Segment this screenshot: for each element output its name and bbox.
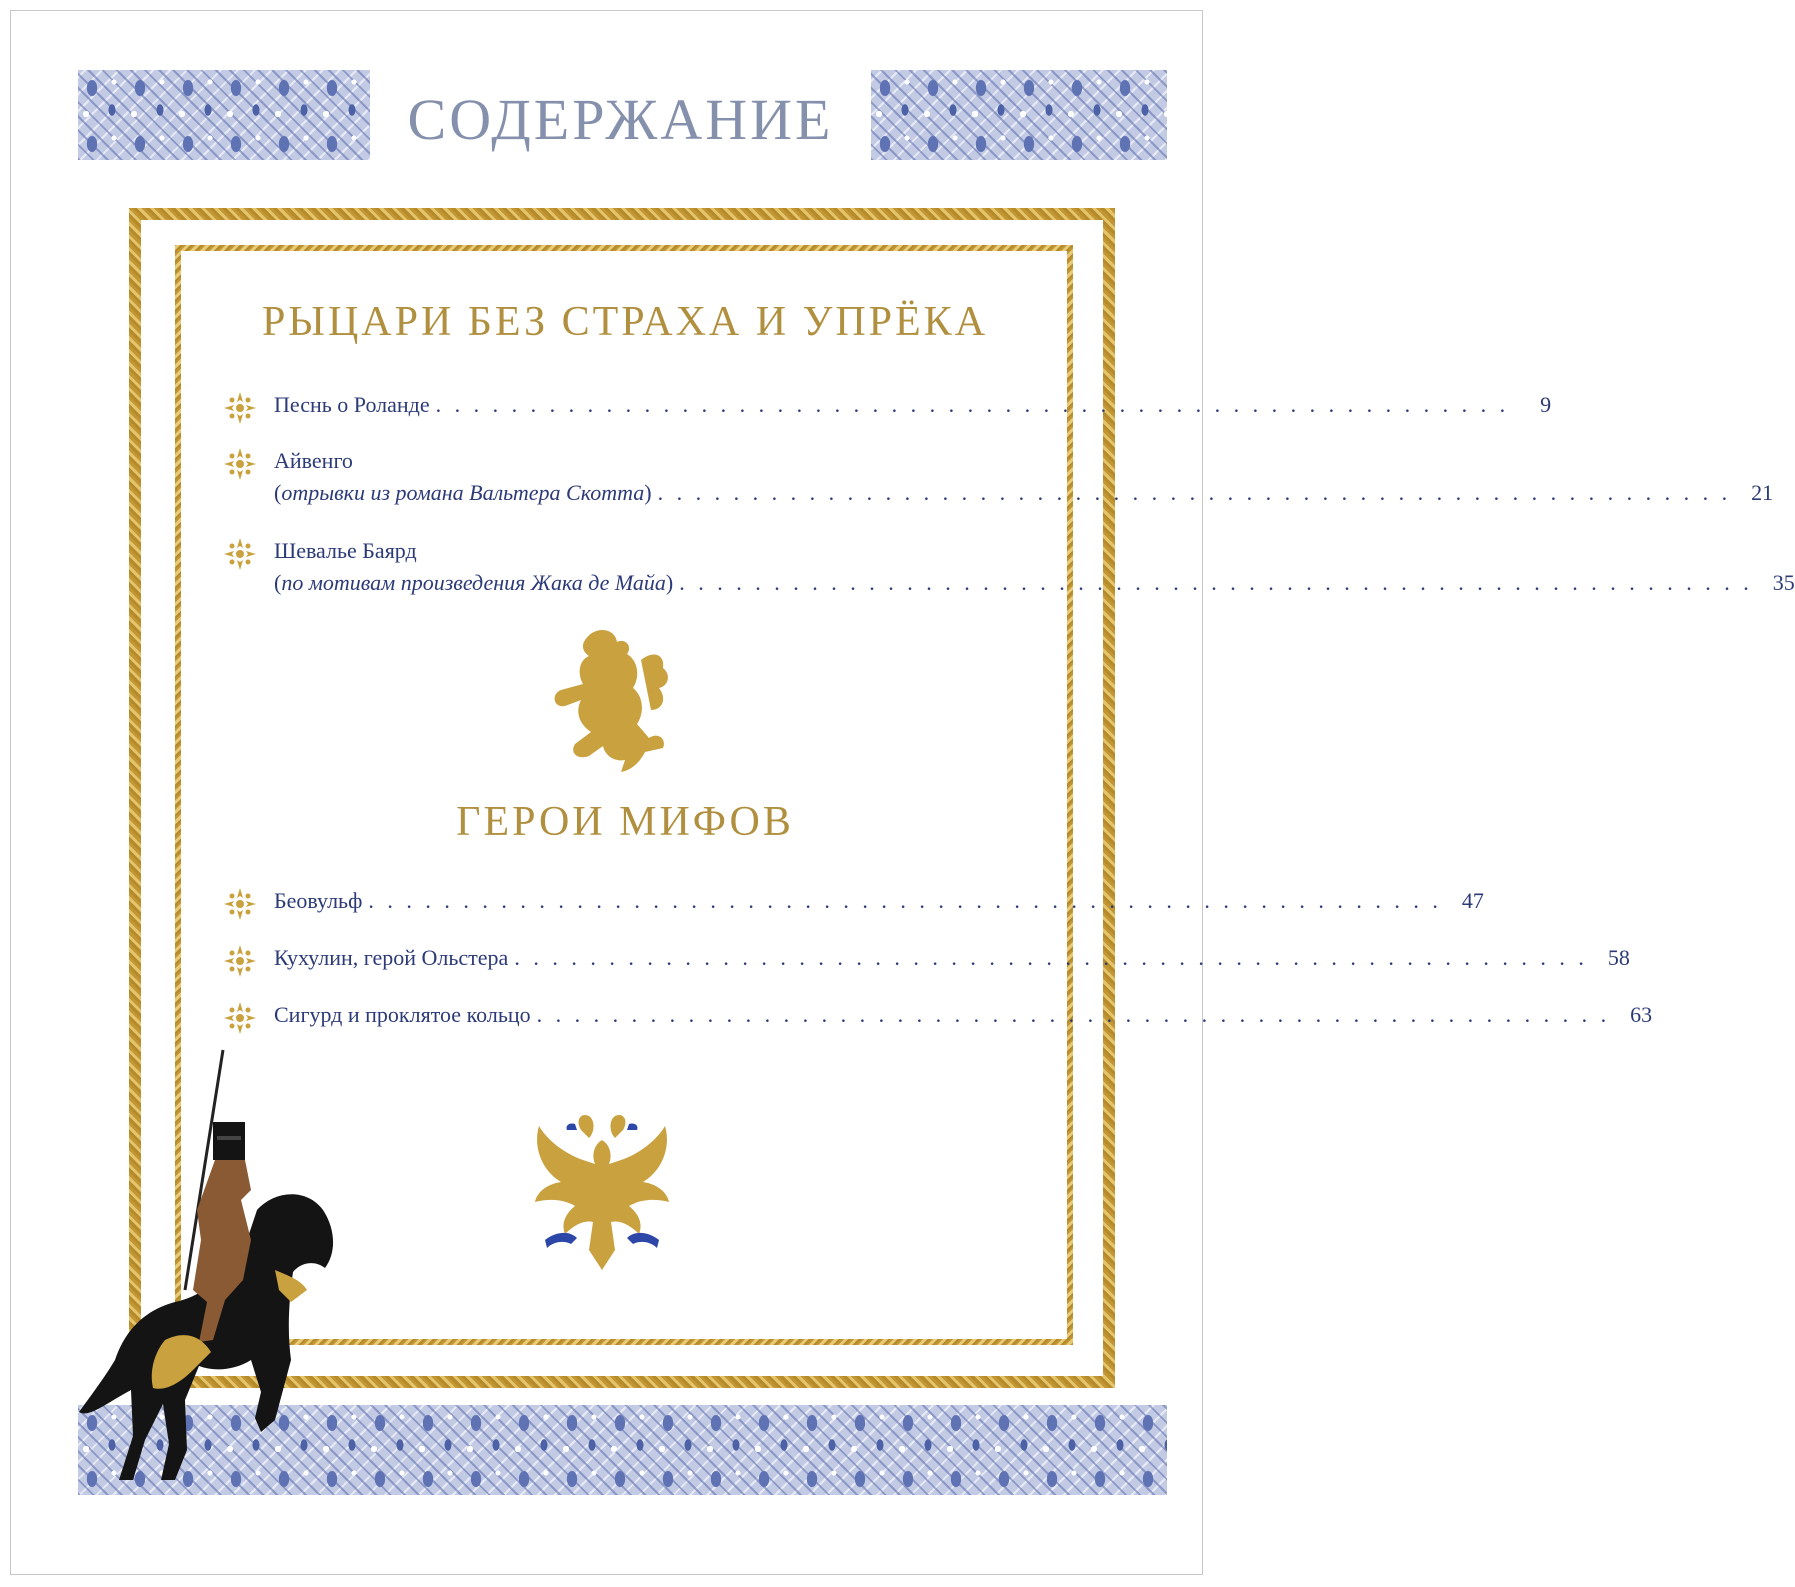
fleuron-icon (222, 1000, 258, 1036)
lion-icon (545, 620, 685, 780)
page-title: СОДЕРЖАНИЕ (407, 87, 834, 152)
toc-page-number: 9 (1540, 392, 1552, 417)
toc-entry-title: Беовульф (274, 888, 363, 913)
fleuron-icon (222, 536, 258, 572)
toc-page-number: 47 (1461, 888, 1484, 913)
toc-entry-line (274, 945, 1630, 971)
toc-entry-title: Кухулин, герой Ольстера (274, 945, 509, 970)
knight-on-horse (75, 1040, 345, 1500)
toc-entry-title: Сигурд и проклятое кольцо (274, 1002, 531, 1027)
leader-dots: . . . . . . . . . . . . . . . . . . . . . . . . . . . . . . . . . . . . . . . . . . . . . . . . . . . . . . . . . (536, 1002, 1611, 1027)
fleuron-icon (222, 446, 258, 482)
fleuron-icon (222, 943, 258, 979)
toc-entry-line (274, 480, 1774, 506)
fleuron-icon (222, 390, 258, 426)
toc-entry-subtitle: отрывки из романа Вальтера Скотта (281, 480, 645, 505)
section-title-myth-heroes: ГЕРОИ МИФОВ (456, 799, 794, 845)
toc-entry-line (274, 1002, 1653, 1028)
leader-dots: . . . . . . . . . . . . . . . . . . . . . . . . . . . . . . . . . . . . . . . . . . . . . . . . . . . . . . . . . (679, 570, 1753, 595)
subtitle-close-paren: ) (665, 570, 674, 595)
toc-entry-line (274, 570, 1795, 596)
toc-page-number: 63 (1630, 1002, 1653, 1027)
toc-entry-title: Айвенго (274, 448, 353, 473)
decorative-tile-band-left (78, 70, 370, 160)
leader-dots: . . . . . . . . . . . . . . . . . . . . . . . . . . . . . . . . . . . . . . . . . . . . . . . . . . . . . . . . . (514, 945, 1588, 970)
decorative-tile-band-right (871, 70, 1167, 160)
subtitle-open-paren: ( (274, 570, 282, 595)
subtitle-close-paren: ) (644, 480, 652, 505)
section-title-knights: РЫЦАРИ БЕЗ СТРАХА И УПРЁКА (261, 299, 989, 345)
toc-page-number: 35 (1772, 570, 1795, 595)
toc-page-number: 58 (1607, 945, 1630, 970)
leader-dots: . . . . . . . . . . . . . . . . . . . . . . . . . . . . . . . . . . . . . . . . . . . . . . . . . . . . . . . . . (657, 480, 1732, 505)
toc-page-number: 21 (1751, 480, 1774, 505)
toc-entry-title: Песнь о Роланде (274, 392, 430, 417)
fleuron-icon (222, 886, 258, 922)
toc-entry-line (274, 392, 1552, 418)
leader-dots: . . . . . . . . . . . . . . . . . . . . . . . . . . . . . . . . . . . . . . . . . . . . . . . . . . . . . . . . . (368, 888, 1442, 913)
toc-entry-subtitle: по мотивам произведения Жака де Майа (281, 570, 666, 595)
subtitle-open-paren: ( (274, 480, 282, 505)
eagle-icon (525, 1110, 680, 1280)
toc-entry-title: Шевалье Баярд (274, 538, 417, 563)
leader-dots: . . . . . . . . . . . . . . . . . . . . . . . . . . . . . . . . . . . . . . . . . . . . . . . . . . . . . . . . . (435, 392, 1510, 417)
toc-entry-line (274, 888, 1484, 914)
